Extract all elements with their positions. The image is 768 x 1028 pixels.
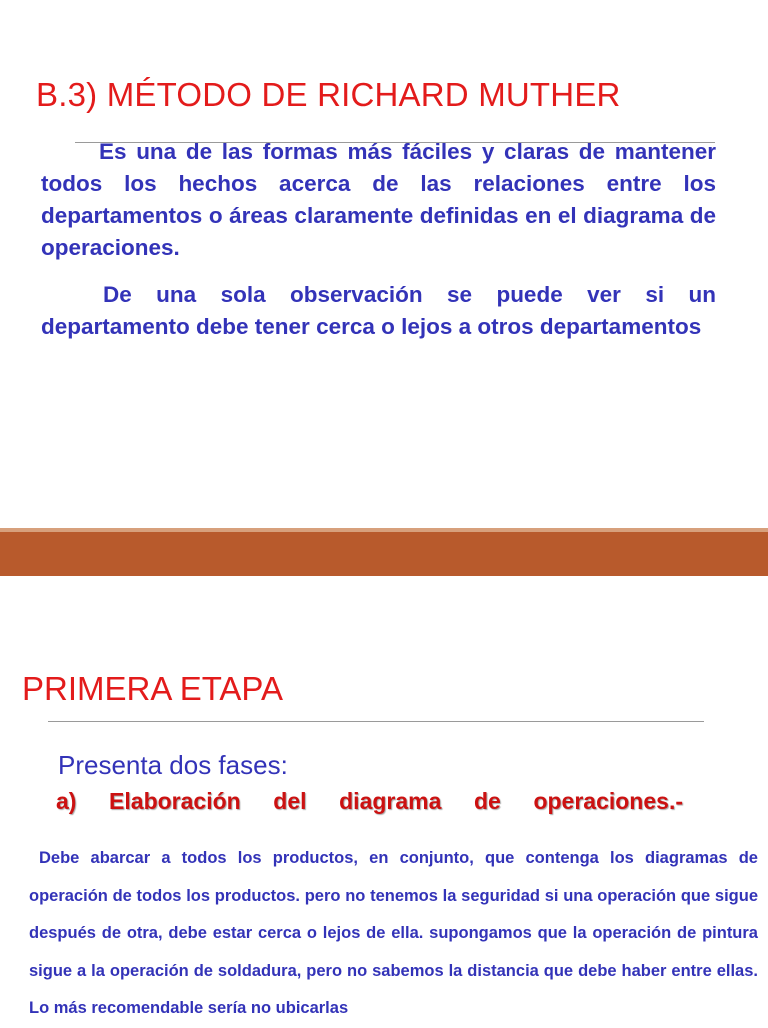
phase-a-body: Debe abarcar a todos los productos, en conjunto, que contenga los diagramas de operación de todos los productos. pero no tenemos la seguridad si una operación que sigue después de otra, debe estar cerca o lejos de ella. supongamos que la operación de pintura sigue a la operación de soldadura, pero no sabemos la distancia que debe haber entre ellas. Lo más recomendable sería no ubicarlas: [29, 849, 758, 1017]
paragraph-observation: De una sola observación se puede ver si un departamento debe tener cerca o lejos a otros departamentos: [41, 282, 716, 339]
section-title: PRIMERA ETAPA: [22, 670, 284, 707]
slide-title: B.3) MÉTODO DE RICHARD MUTHER: [36, 76, 621, 113]
slide-separator-band: [0, 528, 768, 576]
paragraph-definition: Es una de las formas más fáciles y claras de mantener todos los hechos acerca de las relaciones entre los departamentos o áreas claramente definidas en el diagrama de operaciones.: [41, 139, 716, 260]
phase-a-heading: a) Elaboración del diagrama de operaciones.-: [56, 788, 683, 814]
phases-intro: Presenta dos fases:: [58, 750, 288, 780]
section-divider-line: [48, 721, 704, 722]
